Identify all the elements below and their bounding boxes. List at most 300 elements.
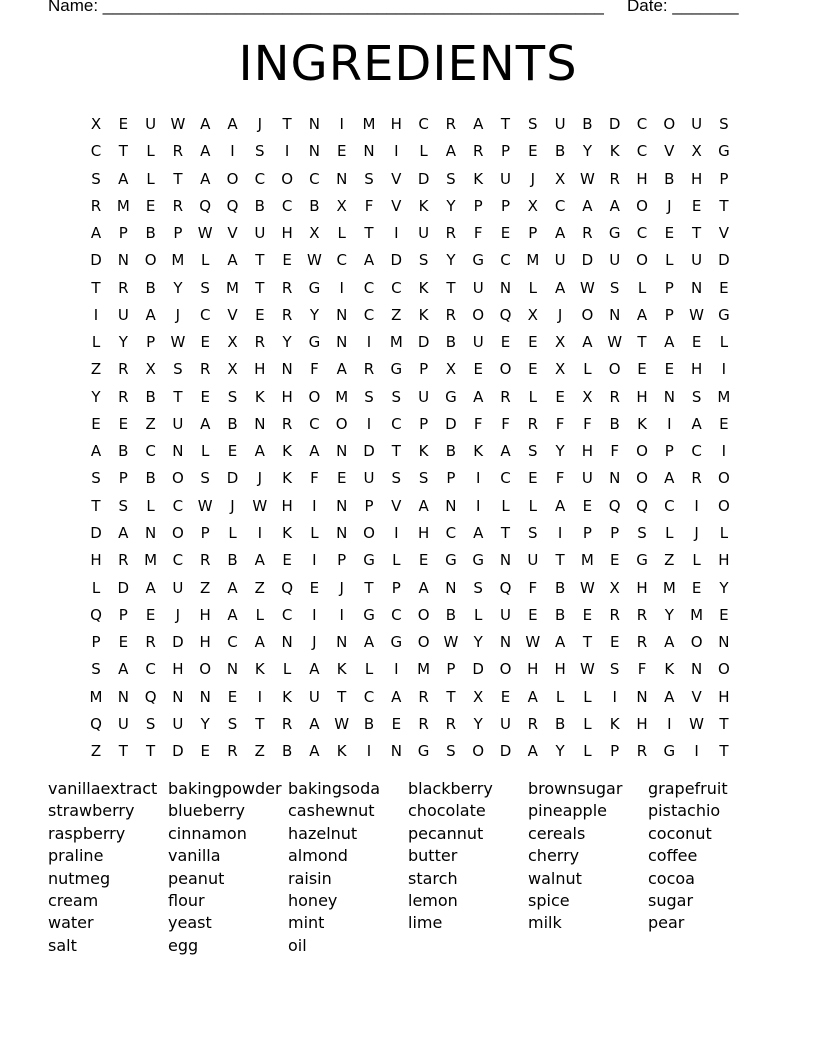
grid-letter: I (612, 687, 617, 706)
grid-letter: L (528, 387, 537, 406)
grid-letter: E (719, 605, 729, 624)
grid-letter: T (719, 742, 729, 761)
grid-letter: I (667, 414, 672, 433)
word-item: hazelnut (288, 823, 358, 843)
grid-letter: C (636, 115, 648, 133)
grid-letter: M (389, 333, 403, 352)
grid-letter: A (200, 414, 211, 433)
grid-letter: A (254, 551, 265, 570)
grid-letter: R (118, 278, 129, 297)
grid-letter: O (335, 414, 348, 433)
grid-letter: Q (499, 305, 512, 324)
grid-letter: E (609, 551, 620, 570)
grid-letter: U (117, 305, 129, 324)
grid-letter: G (390, 633, 403, 652)
grid-letter: M (89, 687, 103, 706)
grid-letter: B (254, 196, 265, 215)
grid-letter: A (336, 360, 347, 379)
grid-letter: D (499, 742, 512, 761)
grid-letter: W (197, 224, 213, 243)
grid-letter: T (582, 633, 592, 652)
word-item: salt (48, 935, 77, 955)
grid-letter: C (500, 469, 511, 488)
grid-letter: W (689, 714, 705, 733)
grid-letter: G (472, 251, 484, 270)
word-column (648, 778, 728, 935)
grid-letter: J (257, 115, 263, 133)
grid-letter: F (528, 578, 538, 597)
grid-letter: E (500, 333, 511, 352)
grid-letter: A (554, 633, 566, 652)
grid-letter: C (254, 169, 266, 188)
grid-letter: G (445, 387, 457, 406)
grid-letter: P (664, 442, 674, 461)
word-item: praline (48, 846, 104, 866)
grid-letter: X (445, 360, 457, 379)
grid-letter: J (339, 578, 344, 597)
grid-letter: U (117, 714, 129, 733)
grid-letter: N (336, 496, 348, 515)
grid-letter: R (609, 387, 620, 406)
grid-letter: O (472, 305, 485, 324)
grid-letter: O (308, 387, 321, 406)
grid-letter: W (252, 496, 268, 515)
grid-letter: O (171, 523, 184, 542)
grid-letter: O (499, 660, 512, 679)
word-item: brownsugar (528, 779, 623, 798)
word-item: almond (288, 846, 348, 866)
grid-letter: E (118, 633, 129, 652)
word-item: flour (168, 891, 205, 911)
grid-letter: N (445, 496, 457, 515)
word-column (288, 778, 380, 957)
grid-letter: R (118, 387, 129, 406)
grid-letter: D (390, 251, 403, 270)
grid-letter: F (501, 414, 510, 433)
grid-letter: A (473, 115, 484, 133)
grid-letter: X (527, 196, 538, 215)
grid-letter: N (308, 142, 321, 161)
grid-letter: S (227, 387, 238, 406)
grid-letter: H (581, 442, 594, 461)
grid-letter: P (719, 169, 729, 188)
grid-letter: L (719, 333, 729, 352)
grid-letter: S (446, 742, 456, 761)
grid-letter: M (690, 605, 704, 624)
grid-letter: G (445, 551, 457, 570)
grid-letter: I (312, 551, 317, 570)
grid-letter: U (254, 224, 266, 243)
grid-letter: W (579, 578, 595, 597)
grid-letter: X (527, 305, 538, 324)
grid-letter: M (171, 251, 185, 270)
grid-letter: A (227, 251, 238, 270)
grid-letter: T (91, 496, 101, 515)
grid-letter: T (173, 169, 183, 188)
grid-letter: V (227, 305, 238, 324)
grid-letter: D (417, 169, 430, 188)
grid-letter: L (282, 660, 292, 679)
grid-letter: X (227, 360, 238, 379)
grid-letter: N (308, 115, 321, 133)
grid-letter: K (418, 196, 429, 215)
grid-letter: I (312, 496, 317, 515)
grid-letter: I (230, 142, 235, 161)
grid-letter: P (528, 224, 538, 243)
grid-letter: Z (200, 578, 211, 597)
grid-letter: F (610, 442, 620, 461)
grid-letter: S (473, 578, 483, 597)
grid-letter: R (500, 387, 511, 406)
grid-letter: N (336, 169, 348, 188)
word-item: cashewnut (288, 801, 375, 821)
grid-letter: S (609, 660, 620, 679)
grid-letter: I (475, 469, 481, 488)
grid-letter: Z (664, 551, 675, 570)
grid-letter: L (528, 496, 537, 515)
grid-letter: L (665, 251, 674, 270)
grid-letter: B (227, 414, 238, 433)
word-item: spice (528, 891, 570, 911)
grid-letter: M (335, 387, 349, 406)
grid-letter: N (718, 633, 730, 652)
grid-letter: G (718, 142, 730, 161)
grid-letter: A (664, 333, 675, 352)
grid-letter: E (555, 387, 565, 406)
grid-letter: L (255, 605, 264, 624)
grid-letter: M (417, 660, 431, 679)
grid-letter: L (555, 687, 565, 706)
grid-letter: L (501, 496, 510, 515)
grid-letter: U (172, 714, 184, 733)
word-column (48, 778, 157, 957)
grid-letter: F (473, 224, 483, 243)
word-item: pistachio (648, 801, 721, 821)
word-item: cream (48, 891, 99, 911)
grid-letter: T (500, 523, 511, 542)
grid-letter: A (90, 442, 102, 461)
grid-letter: L (665, 523, 674, 542)
grid-letter: Y (582, 142, 592, 161)
grid-letter: A (473, 523, 484, 542)
grid-letter: V (664, 142, 675, 161)
grid-letter: C (172, 496, 184, 515)
grid-letter: W (170, 333, 186, 352)
grid-letter: C (391, 605, 402, 624)
grid-letter: U (308, 687, 320, 706)
grid-letter: V (718, 224, 730, 243)
grid-letter: F (473, 414, 483, 433)
grid-letter: A (391, 687, 402, 706)
grid-letter: L (91, 333, 101, 352)
grid-letter: Q (226, 196, 239, 215)
word-item: raspberry (48, 823, 126, 843)
grid-letter: C (199, 305, 211, 324)
grid-letter: E (719, 414, 729, 433)
grid-letter: P (610, 742, 620, 761)
grid-letter: E (691, 196, 702, 215)
grid-letter: O (717, 660, 730, 679)
grid-letter: R (609, 169, 620, 188)
grid-letter: O (636, 469, 648, 488)
grid-letter: A (309, 742, 320, 761)
grid-letter: A (118, 523, 129, 542)
grid-letter: B (609, 414, 620, 433)
grid-letter: B (582, 115, 593, 133)
grid-letter: K (418, 442, 429, 461)
word-item: water (48, 913, 94, 933)
grid-letter: L (637, 278, 647, 297)
word-item: strawberry (48, 801, 135, 821)
word-item: grapefruit (648, 779, 728, 798)
grid-letter: K (637, 414, 647, 433)
grid-letter: P (664, 278, 674, 297)
grid-letter: T (719, 196, 729, 215)
grid-letter: Y (473, 714, 483, 733)
grid-letter: O (690, 633, 703, 652)
grid-letter: X (582, 387, 593, 406)
grid-letter: P (337, 551, 347, 570)
word-item: raisin (288, 868, 332, 888)
grid-letter: E (200, 742, 210, 761)
grid-letter: B (281, 742, 293, 761)
grid-letter: A (691, 414, 702, 433)
grid-letter: W (607, 333, 623, 352)
grid-letter: O (171, 469, 184, 488)
grid-letter: N (499, 278, 512, 297)
grid-letter: L (201, 442, 210, 461)
grid-letter: H (718, 551, 730, 570)
grid-letter: G (308, 278, 321, 297)
grid-letter: S (391, 469, 402, 488)
grid-letter: A (227, 578, 238, 597)
grid-letter: R (445, 714, 457, 733)
grid-letter: X (554, 360, 566, 379)
grid-letter: T (446, 687, 456, 706)
grid-letter: Y (91, 387, 101, 406)
grid-letter: H (636, 578, 648, 597)
grid-letter: B (145, 224, 156, 243)
grid-letter: T (282, 115, 292, 133)
grid-letter: O (417, 605, 430, 624)
grid-letter: A (309, 442, 320, 461)
grid-letter: O (417, 633, 430, 652)
grid-letter: U (500, 169, 511, 188)
grid-letter: E (145, 196, 156, 215)
grid-letter: V (391, 196, 402, 215)
grid-letter: T (255, 714, 265, 733)
grid-letter: W (525, 633, 541, 652)
grid-letter: N (281, 633, 293, 652)
grid-letter: S (446, 169, 456, 188)
grid-letter: A (554, 496, 566, 515)
grid-letter: K (336, 742, 347, 761)
grid-letter: S (719, 115, 729, 133)
grid-letter: A (363, 251, 375, 270)
grid-letter: A (118, 660, 129, 679)
grid-letter: U (554, 251, 566, 270)
grid-letter: H (199, 633, 211, 652)
grid-letter: P (473, 196, 483, 215)
grid-letter: N (117, 251, 129, 270)
grid-letter: B (145, 469, 156, 488)
grid-letter: N (144, 523, 157, 542)
grid-letter: K (282, 469, 293, 488)
word-item: peanut (168, 868, 225, 888)
grid-letter: S (255, 142, 265, 161)
word-item: coffee (648, 846, 698, 866)
grid-letter: R (363, 360, 375, 379)
grid-letter: G (663, 742, 676, 761)
grid-letter: C (363, 687, 375, 706)
grid-letter: E (309, 578, 320, 597)
grid-letter: R (582, 224, 593, 243)
grid-letter: Y (555, 742, 565, 761)
grid-letter: I (339, 278, 344, 297)
grid-letter: N (499, 633, 512, 652)
grid-letter: E (200, 333, 210, 352)
grid-letter: V (227, 224, 238, 243)
grid-letter: S (118, 496, 129, 515)
grid-letter: E (391, 714, 402, 733)
grid-letter: Q (199, 196, 212, 215)
grid-letter: P (664, 305, 674, 324)
grid-letter: C (172, 551, 184, 570)
grid-letter: U (554, 115, 566, 133)
grid-letter: E (582, 496, 593, 515)
grid-letter: U (500, 605, 511, 624)
grid-letter: K (282, 442, 293, 461)
grid-letter: S (528, 523, 538, 542)
grid-letter: E (282, 551, 292, 570)
grid-letter: C (227, 633, 238, 652)
grid-letter: R (281, 278, 293, 297)
grid-letter: R (254, 333, 266, 352)
grid-letter: E (418, 551, 429, 570)
grid-letter: M (717, 387, 731, 406)
grid-letter: T (637, 333, 647, 352)
word-item: blueberry (168, 801, 245, 821)
grid-letter: U (472, 278, 484, 297)
grid-letter: I (93, 305, 99, 324)
grid-letter: W (170, 115, 186, 133)
grid-letter: E (227, 442, 238, 461)
grid-letter: J (230, 496, 235, 515)
grid-letter: S (200, 469, 210, 488)
grid-letter: B (664, 169, 675, 188)
grid-letter: R (281, 414, 293, 433)
grid-letter: S (200, 278, 210, 297)
word-item: starch (408, 868, 458, 888)
grid-letter: H (281, 387, 293, 406)
grid-letter: W (579, 278, 595, 297)
grid-letter: Z (391, 305, 402, 324)
grid-letter: H (199, 605, 211, 624)
grid-letter: E (528, 605, 538, 624)
grid-letter: P (146, 333, 156, 352)
grid-letter: P (118, 605, 128, 624)
grid-letter: A (145, 578, 156, 597)
grid-letter: A (90, 224, 102, 243)
grid-letter: V (391, 496, 402, 515)
grid-letter: K (473, 169, 484, 188)
grid-letter: E (200, 387, 210, 406)
grid-letter: B (118, 442, 129, 461)
grid-letter: B (445, 442, 457, 461)
grid-letter: C (636, 142, 648, 161)
grid-letter: B (309, 196, 320, 215)
grid-letter: X (145, 360, 156, 379)
grid-letter: T (364, 224, 374, 243)
grid-letter: U (472, 333, 484, 352)
grid-letter: E (500, 224, 511, 243)
grid-letter: S (364, 169, 374, 188)
grid-letter: R (145, 633, 156, 652)
grid-letter: C (281, 605, 293, 624)
grid-letter: R (281, 714, 293, 733)
grid-letter: S (418, 251, 429, 270)
grid-letter: N (336, 333, 348, 352)
grid-letter: M (144, 551, 158, 570)
grid-letter: N (336, 305, 348, 324)
grid-letter: C (309, 169, 320, 188)
grid-letter: S (145, 714, 156, 733)
grid-letter: O (608, 360, 621, 379)
grid-letter: J (312, 633, 317, 652)
grid-letter: L (719, 523, 729, 542)
grid-letter: Y (719, 578, 729, 597)
grid-letter: Y (473, 633, 483, 652)
grid-letter: E (282, 251, 292, 270)
grid-letter: U (500, 714, 511, 733)
grid-letter: F (555, 469, 565, 488)
grid-letter: I (394, 660, 399, 679)
grid-letter: B (145, 278, 156, 297)
grid-letter: L (146, 496, 155, 515)
grid-letter: I (312, 605, 317, 624)
grid-letter: K (254, 387, 265, 406)
grid-letter: I (694, 496, 699, 515)
grid-letter: U (145, 115, 157, 133)
grid-letter: R (445, 115, 457, 133)
word-item: yeast (168, 913, 212, 933)
grid-letter: O (636, 196, 648, 215)
grid-letter: N (636, 687, 648, 706)
grid-letter: Z (90, 742, 102, 761)
grid-letter: W (443, 633, 459, 652)
grid-letter: Y (446, 196, 456, 215)
word-item: cocoa (648, 868, 695, 888)
grid-letter: I (721, 360, 727, 379)
grid-letter: N (199, 687, 211, 706)
grid-letter: U (172, 578, 184, 597)
grid-letter: A (609, 196, 620, 215)
grid-letter: Y (200, 714, 210, 733)
grid-letter: P (610, 523, 620, 542)
date-line: Date: _______ (627, 0, 739, 15)
grid-letter: H (254, 360, 266, 379)
grid-letter: O (636, 442, 648, 461)
grid-letter: R (118, 360, 129, 379)
grid-letter: G (636, 551, 648, 570)
grid-letter: E (145, 605, 156, 624)
word-item: egg (168, 935, 199, 955)
grid-letter: C (391, 278, 402, 297)
grid-letter: N (336, 442, 348, 461)
grid-letter: A (664, 687, 675, 706)
grid-letter: Z (254, 742, 265, 761)
grid-letter: F (310, 469, 319, 488)
